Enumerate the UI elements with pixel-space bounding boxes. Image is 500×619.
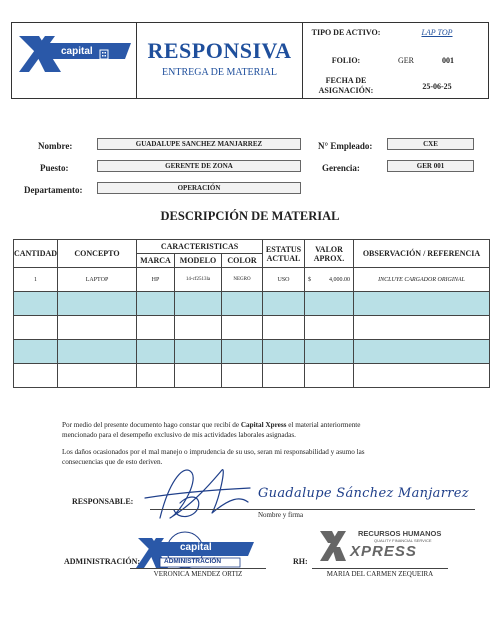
empty-table-cell xyxy=(14,364,58,388)
gerencia-label: Gerencia: xyxy=(322,163,360,173)
num-empleado-field: CXE xyxy=(387,138,474,150)
empty-table-cell xyxy=(305,316,354,340)
rh-name: MARIA DEL CARMEN ZEQUEIRA xyxy=(326,570,434,578)
empty-table-cell xyxy=(58,316,137,340)
td-valor-sign: $ xyxy=(308,276,311,283)
rh-label: RH: xyxy=(293,557,308,566)
empty-table-cell xyxy=(58,340,137,364)
administracion-signature-line xyxy=(130,568,266,569)
statement-paragraph-1 xyxy=(62,420,482,440)
capital-xpress-logo xyxy=(15,32,133,76)
empty-table-cell xyxy=(137,364,175,388)
empty-table-cell xyxy=(14,316,58,340)
rh-signature-line xyxy=(312,568,448,569)
th-observacion: OBSERVACIÓN / REFERENCIA xyxy=(354,240,490,268)
document-title: RESPONSIVA xyxy=(147,38,292,63)
administracion-label: ADMINISTRACIÓN: xyxy=(64,557,141,566)
rh-logo-word: XPRESS xyxy=(350,543,417,560)
empty-table-cell xyxy=(137,292,175,316)
statement-p1-text-a: Por medio del presente documento hago constar que recibí de xyxy=(62,421,241,429)
empty-table-cell xyxy=(175,340,222,364)
th-modelo: MODELO xyxy=(175,254,222,268)
statement-paragraph-2 xyxy=(62,447,482,467)
rh-logo-line1: RECURSOS HUMANOS xyxy=(358,529,442,538)
stamp-admin-text: ADMINISTRACIÓN xyxy=(164,558,222,565)
statement-p1-text-c: mencionado para el desempeño exclusivo de mis actividades laborales asignadas. xyxy=(62,431,296,439)
header-divider-2 xyxy=(302,22,303,99)
statement-p2-text-a: Los daños ocasionados por el mal manejo o imprudencia de su uso, seran mi responsabilidad y asumo las xyxy=(62,448,365,456)
empty-table-cell xyxy=(58,292,137,316)
th-caracteristicas: CARACTERISTICAS xyxy=(137,240,263,254)
administracion-name: VERONICA MENDEZ ORTIZ xyxy=(153,570,243,578)
td-color: NEGRO xyxy=(222,268,263,292)
puesto-field: GERENTE DE ZONA xyxy=(97,160,301,172)
responsable-label: RESPONSABLE: xyxy=(72,497,134,506)
folio-prefix: GER xyxy=(398,56,414,65)
empty-table-cell xyxy=(354,364,490,388)
th-estatus-line1: ESTATUS xyxy=(265,244,302,254)
folio-number: 001 xyxy=(442,56,454,65)
building-icon xyxy=(99,46,109,56)
empty-table-cell xyxy=(175,364,222,388)
td-modelo: 14-cf2513la xyxy=(175,268,222,292)
rh-logo xyxy=(318,527,442,565)
responsable-signature-line xyxy=(150,509,475,510)
empty-table-cell xyxy=(14,340,58,364)
responsable-handwritten-name: Guadalupe Sánchez Manjarrez xyxy=(258,486,469,501)
td-valor xyxy=(305,268,354,292)
td-marca: HP xyxy=(137,268,175,292)
empty-table-cell xyxy=(137,340,175,364)
empty-table-cell xyxy=(222,292,263,316)
gerencia-field: GER 001 xyxy=(387,160,474,172)
empty-table-cell xyxy=(305,364,354,388)
empty-table-cell xyxy=(175,316,222,340)
nombre-label: Nombre: xyxy=(38,141,73,151)
th-valor xyxy=(305,240,354,268)
num-empleado-label: N° Empleado: xyxy=(318,141,373,151)
th-estatus-line2: ACTUAL xyxy=(266,253,301,263)
th-marca: MARCA xyxy=(137,254,175,268)
th-cantidad: CANTIDAD xyxy=(14,240,58,268)
fecha-value: 25-06-25 xyxy=(422,82,452,91)
empty-table-cell xyxy=(222,340,263,364)
departamento-label: Departamento: xyxy=(24,185,83,195)
fecha-label-line1: FECHA DE xyxy=(325,76,367,85)
statement-p2-text-b: consecuencias que de esto deriven. xyxy=(62,458,163,466)
empty-table-cell xyxy=(263,364,305,388)
empty-table-cell xyxy=(305,292,354,316)
departamento-field: OPERACIÓN xyxy=(97,182,301,194)
rh-logo-line2: QUALITY FINANCIAL SERVICE xyxy=(374,538,432,543)
th-concepto: CONCEPTO xyxy=(58,240,137,268)
tipo-activo-label: TIPO DE ACTIVO: xyxy=(311,28,381,37)
empty-table-cell xyxy=(14,292,58,316)
nombre-field: GUADALUPE SANCHEZ MANJARREZ xyxy=(97,138,301,150)
responsable-signature xyxy=(140,458,255,528)
nombre-y-firma-caption: Nombre y firma xyxy=(258,511,304,519)
empty-table-cell xyxy=(354,316,490,340)
td-cantidad: 1 xyxy=(14,268,58,292)
th-valor-line1: VALOR xyxy=(315,244,343,254)
empty-table-cell xyxy=(263,340,305,364)
empty-table-cell xyxy=(137,316,175,340)
th-valor-line2: APROX. xyxy=(313,253,345,263)
th-estatus xyxy=(263,240,305,268)
folio-label: FOLIO: xyxy=(331,56,361,65)
puesto-label: Puesto: xyxy=(40,163,69,173)
td-observacion: INCLUYE CARGADOR ORIGINAL xyxy=(354,268,490,292)
document-subtitle: ENTREGA DE MATERIAL xyxy=(162,67,277,78)
td-concepto: LAPTOP xyxy=(58,268,137,292)
th-color: COLOR xyxy=(222,254,263,268)
empty-table-cell xyxy=(354,292,490,316)
empty-table-cell xyxy=(263,316,305,340)
empty-table-cell xyxy=(222,316,263,340)
fecha-label-line2: ASIGNACIÓN: xyxy=(318,86,374,95)
empty-table-cell xyxy=(305,340,354,364)
td-valor-amount: 4,000.00 xyxy=(329,276,350,283)
empty-table-cell xyxy=(222,364,263,388)
empty-table-cell xyxy=(263,292,305,316)
empty-table-cell xyxy=(175,292,222,316)
empty-table-cell xyxy=(354,340,490,364)
stamp-capital-text: capital xyxy=(180,542,212,553)
empty-table-cell xyxy=(58,364,137,388)
logo-text: capital xyxy=(61,46,93,57)
section-title: DESCRIPCIÓN DE MATERIAL xyxy=(160,209,340,223)
tipo-activo-value: LAP TOP xyxy=(421,28,453,37)
statement-p1-company: Capital Xpress xyxy=(240,421,287,429)
td-estatus: USO xyxy=(263,268,305,292)
statement-p1-text-b: el material anteriormente xyxy=(286,421,361,429)
